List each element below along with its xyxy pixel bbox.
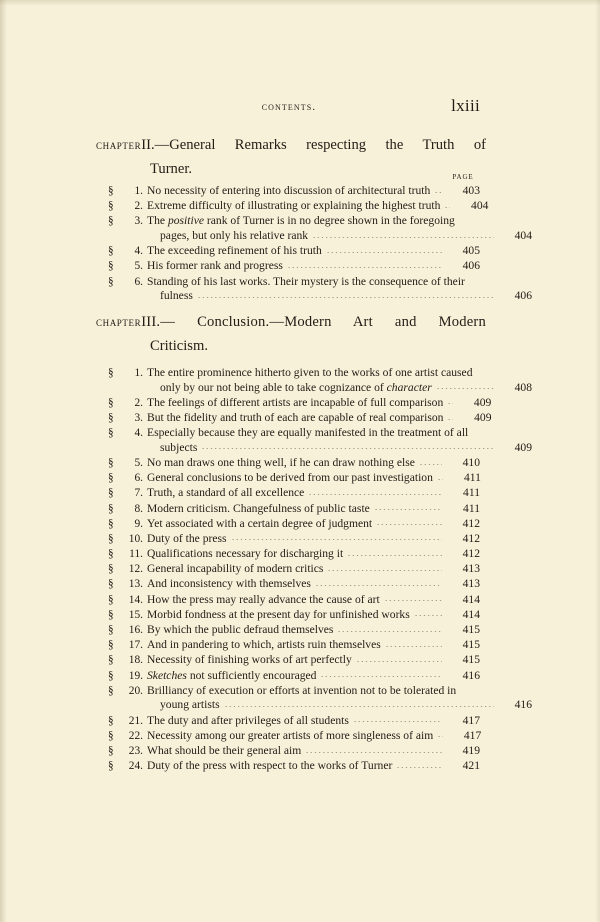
toc-entry-page-number: 412 (462, 516, 480, 530)
section-mark: § (108, 517, 114, 530)
toc-entry-number: 10. (128, 532, 143, 545)
dot-leader (320, 671, 442, 682)
toc-entry-page-number: 421 (462, 759, 480, 773)
toc-entry[interactable] (108, 577, 480, 592)
toc-entry-number: 6. (134, 275, 143, 288)
toc-entry-number: 3. (134, 215, 143, 228)
dot-leader (419, 459, 442, 470)
section-mark: § (108, 548, 114, 561)
toc-entry-text: Qualifications necessary for discharging it (147, 547, 344, 561)
toc-entry-text: And inconsistency with themselves (147, 577, 311, 591)
toc-entry-page-number: 409 (474, 410, 492, 424)
dot-leader (308, 489, 442, 500)
toc-entry-continuation (108, 289, 532, 304)
toc-entry-page-number: 404 (514, 228, 532, 242)
toc-entry-number: 4. (134, 427, 143, 440)
page-folio: lxiii (451, 96, 480, 115)
toc-entry-number: 22. (128, 729, 143, 742)
toc-entry-number: 14. (128, 593, 143, 606)
toc-entry-text: What should be their general aim (147, 743, 302, 757)
toc-entry-page-number: 413 (462, 562, 480, 576)
dot-leader (337, 626, 442, 637)
toc-entry-text: Necessity among our greater artists of more singleness of aim (147, 728, 434, 742)
dot-leader (374, 504, 442, 515)
toc-entry[interactable] (108, 366, 532, 395)
toc-entry-line (108, 471, 480, 486)
section-mark: § (108, 624, 114, 636)
chapter-number-3: III. (141, 314, 161, 330)
chapter-heading-2-line1 (96, 133, 486, 157)
toc-entry-number: 13. (128, 578, 143, 591)
toc-entry-number: 16. (128, 624, 143, 636)
toc-entry[interactable] (108, 729, 480, 744)
toc-entry-number: 4. (134, 245, 143, 258)
toc-entry-page-number: 410 (462, 455, 480, 469)
chapter-number-2: II. (141, 137, 155, 153)
toc-entry-line (108, 199, 489, 214)
toc-entry[interactable] (108, 244, 480, 259)
toc-entry-page-number: 416 (514, 698, 532, 712)
toc-entry-page-number: 414 (462, 592, 480, 606)
toc-entry[interactable] (108, 456, 480, 471)
toc-entry-number: 24. (128, 760, 143, 773)
toc-entry-number: 5. (134, 456, 143, 469)
toc-entry-number: 21. (128, 714, 143, 727)
toc-entry-line (108, 502, 480, 517)
toc-entry-text: Especially because they are equally manifested in the treatment of all (147, 426, 469, 440)
dot-leader (376, 519, 442, 530)
toc-entry[interactable] (108, 486, 480, 501)
dot-leader (384, 595, 442, 606)
toc-entry-text: His former rank and progress (147, 259, 283, 273)
section-mark: § (108, 427, 114, 440)
dot-leader (326, 247, 442, 258)
dot-leader (385, 641, 442, 652)
toc-entry-page-number: 419 (462, 743, 480, 757)
toc-entry-line (108, 547, 480, 562)
toc-entry[interactable] (108, 184, 480, 199)
toc-entry-number: 9. (134, 517, 143, 530)
toc-entry-line (108, 532, 480, 547)
toc-entry[interactable] (108, 669, 480, 684)
toc-entry-text: The exceeding refinement of his truth (147, 244, 322, 258)
toc-entry-line (108, 275, 480, 290)
section-mark: § (108, 608, 114, 621)
toc-entry-line (108, 244, 480, 259)
toc-entry-number: 23. (128, 744, 143, 757)
chapter-label-3: chapter (96, 314, 142, 329)
toc-entry[interactable] (108, 608, 480, 623)
dot-leader (347, 550, 442, 561)
scan-edge-shadow-top (0, 0, 600, 6)
section-mark: § (108, 532, 114, 545)
toc-list-chapter-3 (108, 366, 532, 774)
scan-edge-shadow-right (595, 0, 600, 922)
toc-entry-line (108, 623, 480, 638)
toc-entry-page-number: 405 (462, 244, 480, 258)
toc-entry-text: Truth, a standard of all excellence (147, 486, 305, 500)
toc-entry-number: 2. (134, 200, 143, 213)
toc-entry-line (108, 714, 480, 729)
toc-entry[interactable] (108, 274, 532, 304)
toc-entry-number: 1. (134, 185, 143, 197)
toc-entry-text: Standing of his last works. Their mystery is the consequence of their (147, 274, 465, 288)
section-mark: § (108, 669, 114, 682)
toc-entry[interactable] (108, 426, 532, 455)
toc-entry-number: 12. (128, 563, 143, 576)
section-mark: § (108, 411, 114, 424)
toc-entry-text: The duty and after privileges of all students (147, 713, 349, 727)
dot-leader (437, 474, 443, 485)
toc-entry-page-number: 412 (462, 547, 480, 561)
toc-entry-page-number: 417 (463, 728, 482, 742)
toc-entry-line (108, 608, 480, 623)
toc-entry-text: Modern criticism. Changefulness of public taste (147, 501, 370, 515)
dot-leader (447, 398, 453, 409)
toc-entry-text: Yet associated with a certain degree of judgment (147, 516, 373, 530)
dot-leader (327, 565, 442, 576)
toc-entry-continuation (108, 698, 532, 713)
toc-entry[interactable] (108, 214, 532, 243)
toc-entry-page-number: 412 (462, 531, 480, 545)
running-head (100, 96, 480, 117)
toc-entry-number: 6. (134, 472, 143, 485)
toc-entry-text: How the press may really advance the cause of art (147, 592, 380, 606)
dot-leader (436, 383, 494, 394)
toc-entry-line (108, 653, 480, 668)
toc-entry-page-number: 414 (462, 607, 480, 621)
toc-entry-number: 5. (134, 260, 143, 273)
section-mark: § (108, 260, 114, 273)
chapter-title-3-line2: Criticism. (150, 338, 208, 354)
toc-entry-page-number: 411 (463, 471, 481, 485)
section-mark: § (108, 714, 114, 727)
toc-entry[interactable] (108, 683, 532, 713)
toc-entry-number: 17. (128, 639, 143, 652)
toc-entry-line (108, 638, 480, 653)
dot-leader (287, 262, 442, 273)
toc-entry-page-number: 409 (514, 440, 532, 454)
toc-entry-number: 2. (134, 396, 143, 409)
toc-entry-text: Sketches not sufficiently encouraged (147, 668, 317, 682)
toc-entry-text: And in pandering to which, artists ruin themselves (147, 638, 381, 652)
dot-leader (197, 292, 494, 303)
chapter-heading-2 (96, 133, 486, 181)
toc-entry-line (108, 184, 480, 199)
toc-entry-line (108, 729, 480, 744)
toc-entry-page-number: 411 (463, 486, 480, 500)
toc-entry[interactable] (108, 395, 492, 411)
toc-entry[interactable] (108, 759, 480, 774)
toc-entry-text: subjects (160, 440, 198, 454)
dot-leader (305, 747, 442, 758)
dot-leader (396, 762, 442, 773)
toc-entry[interactable] (108, 562, 480, 577)
page-column-label-1: page (452, 172, 474, 182)
chapter-title-2-line1: —General Remarks respecting the Truth of (154, 137, 486, 153)
chapter-heading-3 (96, 310, 486, 358)
toc-entry[interactable] (108, 259, 480, 274)
toc-entry-text: pages, but only his relative rank (160, 228, 309, 242)
toc-list-chapter-2 (108, 184, 532, 304)
toc-entry-line (108, 744, 480, 759)
dot-leader (201, 443, 494, 454)
dot-leader (353, 716, 442, 727)
toc-entry-page-number: 415 (462, 653, 480, 667)
section-mark: § (108, 639, 114, 652)
section-mark: § (108, 684, 114, 697)
dot-leader (434, 187, 442, 198)
toc-entry[interactable] (108, 410, 492, 426)
toc-entry-number: 19. (128, 669, 143, 682)
section-mark: § (108, 367, 114, 379)
toc-entry-line (108, 259, 480, 274)
toc-entry-text: fulness (160, 289, 193, 303)
toc-entry-line (108, 669, 480, 684)
toc-entry-page-number: 408 (514, 380, 532, 394)
toc-entry-text: But the fidelity and truth of each are capable of real comparison (147, 410, 444, 424)
toc-entry-number: 20. (128, 684, 143, 697)
toc-entry-page-number: 411 (463, 501, 480, 515)
toc-entry-line (108, 366, 480, 381)
toc-entry-text: Necessity of finishing works of art perfectly (147, 653, 352, 667)
chapter-heading-3-line1 (96, 310, 486, 334)
section-mark: § (108, 563, 114, 576)
toc-entry-page-number: 415 (462, 638, 480, 652)
toc-entry-text: The positive rank of Turner is in no degree shown in the foregoing (147, 214, 455, 228)
toc-entry[interactable] (108, 593, 480, 608)
toc-entry-number: 15. (128, 608, 143, 621)
toc-entry-line (108, 562, 480, 577)
toc-entry[interactable] (108, 532, 480, 547)
toc-entry[interactable] (108, 638, 480, 653)
dot-leader (444, 202, 450, 213)
section-mark: § (108, 456, 114, 469)
dot-leader (231, 534, 442, 545)
section-mark: § (108, 396, 114, 409)
toc-entry-line (108, 395, 492, 411)
chapter-title-3-line1: — Conclusion.—Modern Art and Modern (160, 314, 486, 330)
chapter-title-2-line2: Turner. (150, 161, 193, 177)
dot-leader (312, 232, 494, 243)
toc-entry-line (108, 517, 480, 532)
toc-entry-number: 18. (128, 654, 143, 667)
toc-entry[interactable] (108, 653, 480, 668)
toc-entry-text: The entire prominence hitherto given to the works of one artist caused (147, 366, 473, 379)
section-mark: § (108, 729, 114, 742)
toc-entry-line (108, 486, 480, 501)
toc-entry-page-number: 415 (462, 623, 480, 636)
section-mark: § (108, 200, 114, 213)
toc-entry-continuation (108, 441, 532, 456)
toc-entry-text: By which the public defraud themselves (147, 623, 334, 636)
section-mark: § (108, 215, 114, 228)
toc-entry-page-number: 409 (473, 395, 492, 409)
toc-entry[interactable] (108, 517, 480, 532)
toc-entry-number: 3. (134, 411, 143, 424)
toc-entry[interactable] (108, 744, 480, 759)
toc-entry-line (108, 577, 480, 592)
toc-entry-text: Brilliancy of execution or efforts at invention not to be tolerated in (147, 683, 457, 697)
toc-entry-text: No man draws one thing well, if he can draw nothing else (147, 455, 415, 469)
toc-entry-continuation (108, 381, 532, 396)
dot-leader (224, 701, 494, 712)
toc-entry-continuation (108, 229, 532, 244)
toc-entry-text: The feelings of different artists are incapable of full comparison (147, 395, 444, 409)
toc-entry-page-number: 404 (471, 199, 489, 213)
section-mark: § (108, 245, 114, 258)
section-mark: § (108, 593, 114, 606)
section-mark: § (108, 578, 114, 591)
section-mark: § (108, 472, 114, 485)
toc-entry-text: Morbid fondness at the present day for unfinished works (147, 607, 410, 621)
toc-entry-text: General conclusions to be derived from our past investigation (147, 471, 433, 485)
scan-edge-shadow-left (0, 0, 7, 922)
toc-entry-line (108, 426, 480, 441)
toc-entry-page-number: 413 (462, 577, 480, 591)
toc-entry-text: only by our not being able to take cognizance of character (160, 380, 432, 394)
section-mark: § (108, 654, 114, 667)
dot-leader (437, 731, 443, 742)
section-mark: § (108, 744, 114, 757)
toc-entry[interactable] (108, 502, 480, 517)
running-title: contents. (261, 101, 317, 113)
toc-entry-line (108, 456, 480, 471)
toc-entry-page-number: 406 (514, 289, 532, 303)
toc-entry-text: General incapability of modern critics (147, 562, 324, 576)
toc-entry[interactable] (108, 199, 489, 214)
toc-entry[interactable] (108, 623, 480, 638)
section-mark: § (108, 502, 114, 515)
section-mark: § (108, 487, 114, 500)
toc-entry-text: No necessity of entering into discussion of architectural truth (147, 184, 431, 197)
section-mark: § (108, 760, 114, 773)
toc-entry-line (108, 214, 480, 229)
toc-entry-page-number: 403 (462, 184, 480, 197)
dot-leader (447, 414, 453, 425)
dot-leader (356, 656, 442, 667)
section-mark: § (108, 185, 114, 197)
toc-entry-line (108, 410, 492, 426)
toc-entry-number: 11. (129, 548, 143, 561)
toc-entry-page-number: 417 (462, 713, 480, 727)
dot-leader (414, 610, 442, 621)
toc-entry-line (108, 684, 480, 699)
section-mark: § (108, 275, 114, 288)
toc-entry[interactable] (108, 471, 480, 486)
dot-leader (315, 580, 442, 591)
toc-entry-text: young artists (160, 698, 220, 712)
toc-entry-page-number: 406 (462, 259, 480, 273)
toc-entry[interactable] (108, 714, 480, 729)
toc-entry-page-number: 416 (462, 668, 480, 682)
toc-entry-text: Duty of the press with respect to the works of Turner (147, 759, 393, 773)
toc-entry-number: 7. (134, 487, 143, 500)
toc-entry-line (108, 759, 480, 774)
toc-entry-number: 8. (134, 502, 143, 515)
toc-entry-number: 1. (134, 367, 143, 379)
toc-entry[interactable] (108, 547, 480, 562)
toc-entry-line (108, 593, 480, 608)
chapter-label-2: chapter (96, 137, 142, 152)
toc-entry-text: Extreme difficulty of illustrating or explaining the highest truth (147, 199, 441, 213)
toc-entry-text: Duty of the press (147, 531, 227, 545)
